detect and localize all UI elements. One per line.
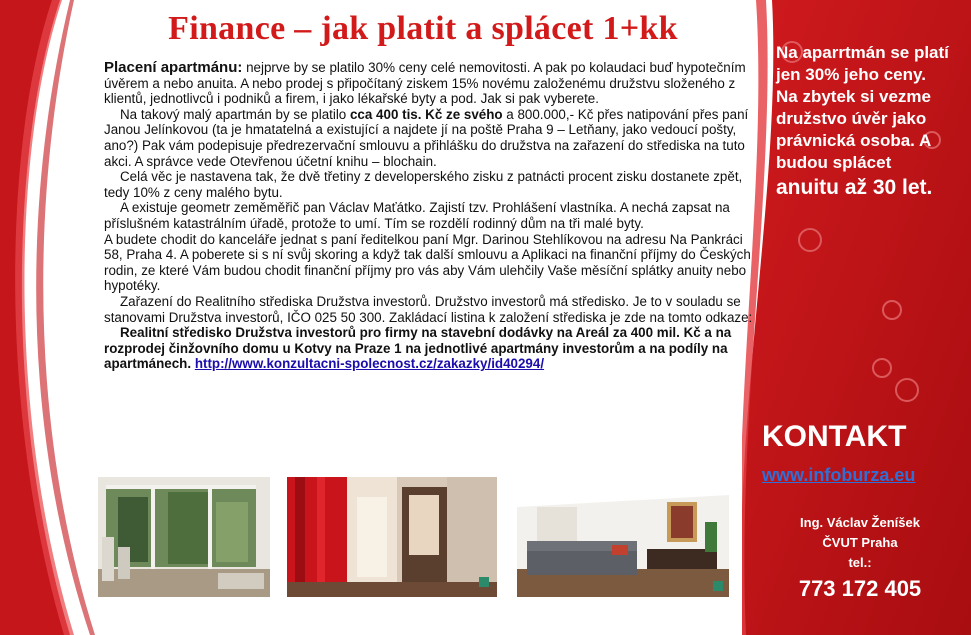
paragraph-profit: Celá věc je nastavena tak, že dvě třetiny z developerského zisku z patnácti procent zisku dostanete zpět, tedy 10% z ceny malého bytu. bbox=[104, 169, 743, 200]
contact-school: ČVUT Praha bbox=[822, 535, 898, 550]
paragraph-cooperative: Zařazení do Realitního střediska Družstva investorů. Družstvo investorů má středisko. Je to v souladu se stanovami Družstva investorů, IČO 025 50 300. Zakládací listina k založení střediska je zde na tomto odkaze: bbox=[104, 293, 753, 325]
sidebar-line-annuity: anuitu až 30 let. bbox=[776, 176, 933, 199]
page-title: Finance – jak platit a splácet 1+kk bbox=[168, 10, 678, 47]
sidebar-message bbox=[776, 42, 956, 202]
small-apartment-text-a: Na takový malý apartmán by se platilo bbox=[120, 106, 350, 122]
small-apartment-text-b: a 800.000,- Kč přes natipování přes paní Janou Jelínkovou (ta je hmatatelná a existující a najdete jí na poště Praha 9 – Letňany, jako vedoucí pošty, ano?) Pak vám podepisuje předrezervační smlouvu a přihlášku do družstva na zařazení do střediska na tuto akci. A správce vede Otevřenou účetní knihu – blochain. bbox=[104, 106, 749, 169]
contact-heading: KONTAKT bbox=[762, 420, 907, 453]
paragraph-surveyor: A existuje geometr zeměměřič pan Václav Maťátko. Zajistí tzv. Prohlášení vlastníka. A nechá zapsat na příslušném katastrálním úřadě, protože to umí. Tím se rozdělí rodinný dům na tři malé byty. bbox=[104, 200, 730, 231]
article-body bbox=[104, 60, 754, 372]
sidebar-line-price: Na aparrtmán se platí jen 30% jeho ceny. bbox=[776, 43, 949, 84]
paragraph-office: A budete chodit do kanceláře jednat s paní ředitelkou paní Mgr. Darinou Stehlíkovou na adresu Na Pankráci 58, Praha 4. A poberete si s ní svůj skoring a když tak další smlouvu a Aplikaci na finanční příjmy do Českých rodin, ze které Vám budou chodit finanční příjmy pro vás aby Vám ulehčily Vaše měsíční splátky anuity nebo hypotéky. bbox=[104, 231, 751, 294]
center-description: Realitní středisko Družstva investorů pro firmy na stavební dodávky na Areál za 400 mil. Kč a na rozprodej činžovního domu u Kotvy na Praze 1 na jednotlivé apartmány investorům a na podíly na apartmánech. bbox=[104, 325, 732, 372]
center-link[interactable]: http://www.konzultacni-spolecnost.cz/zakazky/id40294/ bbox=[194, 356, 545, 372]
payment-text: nejprve by se platilo 30% ceny celé nemovitosti. A pak po kolaudaci buď hypotečním úvěrem a nebo anuita. A nebo prodej s připočítaný ziskem 15% novému založenému družstvu složeného z klientů, jednotlivců i podniků a firem, i jako lékařské byty a pod. Jak si pak vyberete. bbox=[104, 60, 746, 107]
paragraph-center-link bbox=[104, 325, 754, 372]
payment-lead: Placení apartmánu: bbox=[104, 59, 243, 76]
paragraph-small-apartment bbox=[104, 107, 754, 169]
contact-name: Ing. Václav Ženíšek bbox=[800, 515, 920, 530]
photo-living-room-windows bbox=[98, 477, 270, 597]
website-link[interactable]: www.infoburza.eu bbox=[762, 465, 916, 485]
contact-tel-label: tel.: bbox=[848, 555, 872, 570]
small-apartment-amount: cca 400 tis. Kč ze svého bbox=[349, 106, 503, 122]
paragraph-payment bbox=[104, 60, 754, 107]
sidebar-line-loan: Na zbytek si vezme družstvo úvěr jako právnická osoba. A budou splácet bbox=[776, 87, 931, 172]
left-swoosh-decoration bbox=[0, 0, 110, 635]
contact-person bbox=[770, 513, 950, 573]
photo-red-curtain-room bbox=[287, 477, 497, 597]
contact-phone: 773 172 405 bbox=[798, 576, 922, 601]
photo-modern-living-room bbox=[517, 477, 729, 597]
